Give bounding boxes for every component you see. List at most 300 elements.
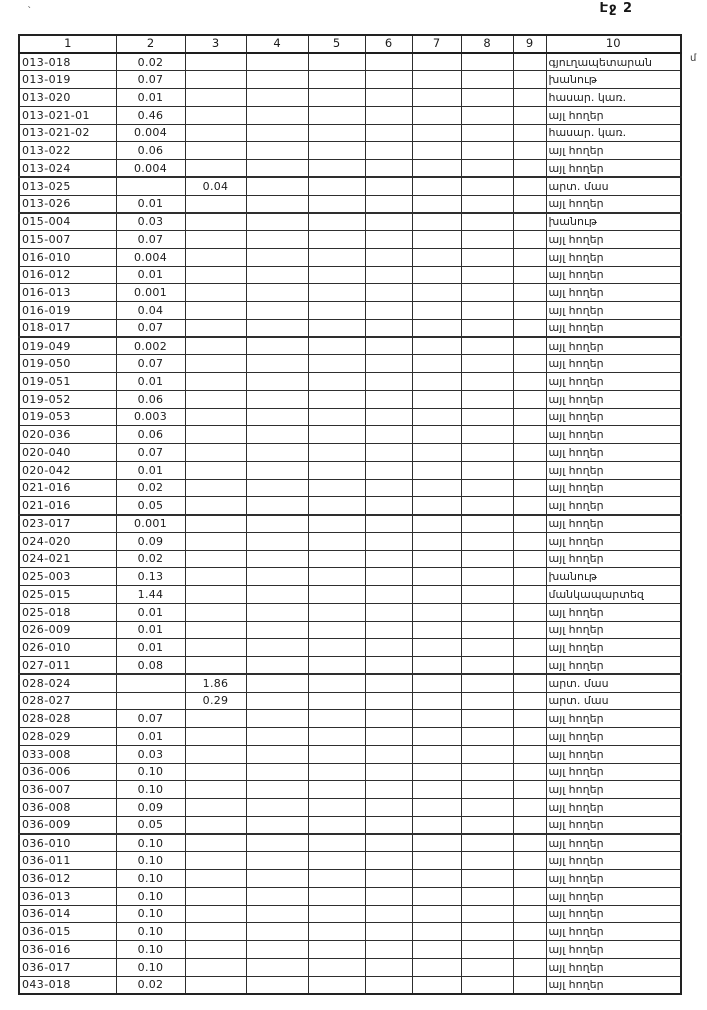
parcel-code-cell: 026-010 xyxy=(19,639,116,657)
table-row xyxy=(19,53,681,71)
col5-cell xyxy=(308,816,365,834)
land-use-cell: այլ հողեր xyxy=(546,231,681,249)
col4-cell xyxy=(246,710,308,728)
area-col2-cell: 0.10 xyxy=(116,852,185,870)
parcel-code-cell: 021-016 xyxy=(19,479,116,497)
column-header-5: 5 xyxy=(308,35,365,53)
table-row xyxy=(19,692,681,710)
col5-cell xyxy=(308,89,365,107)
col5-cell xyxy=(308,177,365,195)
area-col3-cell xyxy=(185,923,246,941)
area-col2-cell: 0.03 xyxy=(116,745,185,763)
table-row xyxy=(19,497,681,515)
col9-cell xyxy=(513,745,546,763)
col9-cell xyxy=(513,710,546,728)
table-row xyxy=(19,337,681,355)
col8-cell xyxy=(461,763,513,781)
col8-cell xyxy=(461,302,513,320)
table-row xyxy=(19,266,681,284)
col9-cell xyxy=(513,248,546,266)
col9-cell xyxy=(513,337,546,355)
area-col3-cell xyxy=(185,248,246,266)
area-col2-cell: 0.07 xyxy=(116,319,185,337)
col7-cell xyxy=(412,390,461,408)
col6-cell xyxy=(365,284,412,302)
col7-cell xyxy=(412,976,461,994)
parcel-code-cell: 013-025 xyxy=(19,177,116,195)
area-col3-cell xyxy=(185,941,246,959)
col5-cell xyxy=(308,213,365,231)
area-col2-cell: 0.10 xyxy=(116,958,185,976)
col6-cell xyxy=(365,71,412,89)
col8-cell xyxy=(461,745,513,763)
col4-cell xyxy=(246,816,308,834)
parcel-code-cell: 036-009 xyxy=(19,816,116,834)
land-use-cell: այլ հողեր xyxy=(546,763,681,781)
land-use-cell: այլ հողեր xyxy=(546,603,681,621)
col4-cell xyxy=(246,905,308,923)
area-col3-cell xyxy=(185,639,246,657)
land-use-cell: այլ հողեր xyxy=(546,426,681,444)
col8-cell xyxy=(461,568,513,586)
col8-cell xyxy=(461,408,513,426)
col9-cell xyxy=(513,124,546,142)
col6-cell xyxy=(365,195,412,213)
parcel-code-cell: 013-018 xyxy=(19,53,116,71)
col7-cell xyxy=(412,639,461,657)
col7-cell xyxy=(412,923,461,941)
col7-cell xyxy=(412,603,461,621)
table-row xyxy=(19,195,681,213)
col8-cell xyxy=(461,444,513,462)
col5-cell xyxy=(308,692,365,710)
col6-cell xyxy=(365,444,412,462)
column-header-6: 6 xyxy=(365,35,412,53)
table-row xyxy=(19,213,681,231)
col4-cell xyxy=(246,639,308,657)
land-use-cell: այլ հողեր xyxy=(546,266,681,284)
land-use-cell: այլ հողեր xyxy=(546,781,681,799)
col4-cell xyxy=(246,870,308,888)
col5-cell xyxy=(308,887,365,905)
col4-cell xyxy=(246,745,308,763)
table-row xyxy=(19,515,681,533)
col5-cell xyxy=(308,408,365,426)
table-row xyxy=(19,444,681,462)
col4-cell xyxy=(246,603,308,621)
col4-cell xyxy=(246,497,308,515)
col8-cell xyxy=(461,692,513,710)
area-col2-cell: 0.05 xyxy=(116,497,185,515)
table-row xyxy=(19,106,681,124)
table-row xyxy=(19,479,681,497)
land-use-cell: արտ. մաս xyxy=(546,674,681,692)
col9-cell xyxy=(513,834,546,852)
col7-cell xyxy=(412,941,461,959)
col9-cell xyxy=(513,728,546,746)
column-header-2: 2 xyxy=(116,35,185,53)
col9-cell xyxy=(513,674,546,692)
col9-cell xyxy=(513,390,546,408)
col7-cell xyxy=(412,444,461,462)
col8-cell xyxy=(461,89,513,107)
col9-cell xyxy=(513,586,546,604)
column-header-8: 8 xyxy=(461,35,513,53)
col4-cell xyxy=(246,657,308,675)
col7-cell xyxy=(412,302,461,320)
table-row xyxy=(19,621,681,639)
parcel-code-cell: 028-024 xyxy=(19,674,116,692)
parcel-code-cell: 036-016 xyxy=(19,941,116,959)
col6-cell xyxy=(365,923,412,941)
col6-cell xyxy=(365,337,412,355)
area-col2-cell: 0.002 xyxy=(116,337,185,355)
col8-cell xyxy=(461,852,513,870)
col6-cell xyxy=(365,958,412,976)
col7-cell xyxy=(412,710,461,728)
col6-cell xyxy=(365,728,412,746)
land-parcel-table xyxy=(18,34,682,995)
parcel-code-cell: 036-006 xyxy=(19,763,116,781)
area-col2-cell: 0.004 xyxy=(116,248,185,266)
col8-cell xyxy=(461,71,513,89)
area-col3-cell: 1.86 xyxy=(185,674,246,692)
col6-cell xyxy=(365,160,412,178)
table-row xyxy=(19,319,681,337)
column-header-10: 10 xyxy=(546,35,681,53)
parcel-code-cell: 021-016 xyxy=(19,497,116,515)
land-use-cell: խանութ xyxy=(546,568,681,586)
area-col3-cell xyxy=(185,603,246,621)
col4-cell xyxy=(246,355,308,373)
area-col2-cell: 0.09 xyxy=(116,532,185,550)
col6-cell xyxy=(365,124,412,142)
col6-cell xyxy=(365,177,412,195)
col8-cell xyxy=(461,177,513,195)
col8-cell xyxy=(461,284,513,302)
table-row xyxy=(19,568,681,586)
col8-cell xyxy=(461,834,513,852)
col9-cell xyxy=(513,568,546,586)
table-row xyxy=(19,710,681,728)
area-col2-cell xyxy=(116,177,185,195)
parcel-code-cell: 013-020 xyxy=(19,89,116,107)
col8-cell xyxy=(461,639,513,657)
area-col2-cell: 0.03 xyxy=(116,213,185,231)
land-use-cell: այլ հողեր xyxy=(546,195,681,213)
col4-cell xyxy=(246,248,308,266)
area-col2-cell: 0.02 xyxy=(116,976,185,994)
land-use-cell: այլ հողեր xyxy=(546,444,681,462)
margin-note: մ xyxy=(690,53,697,64)
col4-cell xyxy=(246,532,308,550)
col8-cell xyxy=(461,319,513,337)
col7-cell xyxy=(412,745,461,763)
col5-cell xyxy=(308,958,365,976)
land-use-cell: հասար. կառ. xyxy=(546,124,681,142)
table-row xyxy=(19,550,681,568)
land-use-cell: այլ հողեր xyxy=(546,976,681,994)
col7-cell xyxy=(412,497,461,515)
area-col3-cell xyxy=(185,266,246,284)
col9-cell xyxy=(513,53,546,71)
area-col2-cell: 0.07 xyxy=(116,710,185,728)
col6-cell xyxy=(365,248,412,266)
col6-cell xyxy=(365,692,412,710)
col6-cell xyxy=(365,941,412,959)
col7-cell xyxy=(412,586,461,604)
land-use-cell: այլ հողեր xyxy=(546,461,681,479)
parcel-code-cell: 043-018 xyxy=(19,976,116,994)
col4-cell xyxy=(246,515,308,533)
area-col3-cell xyxy=(185,319,246,337)
area-col3-cell xyxy=(185,390,246,408)
col7-cell xyxy=(412,852,461,870)
table-row xyxy=(19,532,681,550)
land-use-cell: այլ հողեր xyxy=(546,550,681,568)
table-row xyxy=(19,745,681,763)
col7-cell xyxy=(412,248,461,266)
land-use-cell: հասար. կառ. xyxy=(546,89,681,107)
col5-cell xyxy=(308,532,365,550)
area-col3-cell xyxy=(185,657,246,675)
col9-cell xyxy=(513,373,546,391)
area-col2-cell: 0.01 xyxy=(116,621,185,639)
parcel-code-cell: 025-003 xyxy=(19,568,116,586)
area-col3-cell: 0.04 xyxy=(185,177,246,195)
col7-cell xyxy=(412,674,461,692)
col4-cell xyxy=(246,834,308,852)
col9-cell xyxy=(513,355,546,373)
area-col2-cell: 0.08 xyxy=(116,657,185,675)
col8-cell xyxy=(461,958,513,976)
land-use-cell: այլ հողեր xyxy=(546,532,681,550)
parcel-code-cell: 036-010 xyxy=(19,834,116,852)
table-row xyxy=(19,799,681,817)
col5-cell xyxy=(308,852,365,870)
col8-cell xyxy=(461,905,513,923)
col7-cell xyxy=(412,870,461,888)
parcel-code-cell: 036-011 xyxy=(19,852,116,870)
land-use-cell: այլ հողեր xyxy=(546,284,681,302)
col8-cell xyxy=(461,603,513,621)
land-use-cell: այլ հողեր xyxy=(546,621,681,639)
area-col2-cell: 0.09 xyxy=(116,799,185,817)
col9-cell xyxy=(513,479,546,497)
col5-cell xyxy=(308,373,365,391)
parcel-code-cell: 013-019 xyxy=(19,71,116,89)
land-use-cell: այլ հողեր xyxy=(546,355,681,373)
col6-cell xyxy=(365,816,412,834)
col4-cell xyxy=(246,461,308,479)
table-row xyxy=(19,958,681,976)
land-use-cell: այլ հողեր xyxy=(546,710,681,728)
col7-cell xyxy=(412,266,461,284)
col7-cell xyxy=(412,408,461,426)
area-col3-cell xyxy=(185,799,246,817)
area-col3-cell xyxy=(185,337,246,355)
col6-cell xyxy=(365,319,412,337)
col7-cell xyxy=(412,337,461,355)
parcel-code-cell: 036-015 xyxy=(19,923,116,941)
land-use-cell: արտ. մաս xyxy=(546,177,681,195)
col9-cell xyxy=(513,887,546,905)
col7-cell xyxy=(412,71,461,89)
area-col3-cell xyxy=(185,710,246,728)
col9-cell xyxy=(513,905,546,923)
col5-cell xyxy=(308,728,365,746)
col6-cell xyxy=(365,905,412,923)
col8-cell xyxy=(461,586,513,604)
col7-cell xyxy=(412,621,461,639)
col8-cell xyxy=(461,976,513,994)
area-col3-cell xyxy=(185,284,246,302)
col6-cell xyxy=(365,870,412,888)
area-col3-cell xyxy=(185,106,246,124)
col8-cell xyxy=(461,337,513,355)
col6-cell xyxy=(365,53,412,71)
area-col3-cell xyxy=(185,497,246,515)
col9-cell xyxy=(513,266,546,284)
parcel-code-cell: 016-019 xyxy=(19,302,116,320)
col4-cell xyxy=(246,71,308,89)
col7-cell xyxy=(412,231,461,249)
col4-cell xyxy=(246,976,308,994)
col6-cell xyxy=(365,461,412,479)
col5-cell xyxy=(308,621,365,639)
col4-cell xyxy=(246,887,308,905)
table-row xyxy=(19,603,681,621)
col8-cell xyxy=(461,390,513,408)
col5-cell xyxy=(308,763,365,781)
col5-cell xyxy=(308,426,365,444)
col5-cell xyxy=(308,799,365,817)
col7-cell xyxy=(412,160,461,178)
col8-cell xyxy=(461,53,513,71)
area-col2-cell: 0.003 xyxy=(116,408,185,426)
scan-speck-mark: ՝ xyxy=(28,6,31,17)
col8-cell xyxy=(461,195,513,213)
col8-cell xyxy=(461,887,513,905)
col7-cell xyxy=(412,177,461,195)
col8-cell xyxy=(461,426,513,444)
col9-cell xyxy=(513,177,546,195)
col9-cell xyxy=(513,958,546,976)
col9-cell xyxy=(513,497,546,515)
col5-cell xyxy=(308,124,365,142)
land-use-cell: այլ հողեր xyxy=(546,106,681,124)
land-use-cell: այլ հողեր xyxy=(546,408,681,426)
col5-cell xyxy=(308,195,365,213)
col8-cell xyxy=(461,479,513,497)
col8-cell xyxy=(461,106,513,124)
col5-cell xyxy=(308,905,365,923)
col8-cell xyxy=(461,231,513,249)
land-use-cell: այլ հողեր xyxy=(546,497,681,515)
col6-cell xyxy=(365,763,412,781)
parcel-code-cell: 019-053 xyxy=(19,408,116,426)
col5-cell xyxy=(308,497,365,515)
col5-cell xyxy=(308,53,365,71)
area-col2-cell: 0.02 xyxy=(116,53,185,71)
area-col2-cell: 1.44 xyxy=(116,586,185,604)
col6-cell xyxy=(365,266,412,284)
col8-cell xyxy=(461,657,513,675)
col9-cell xyxy=(513,657,546,675)
parcel-code-cell: 036-007 xyxy=(19,781,116,799)
table-row xyxy=(19,302,681,320)
parcel-code-cell: 036-014 xyxy=(19,905,116,923)
col5-cell xyxy=(308,337,365,355)
area-col3-cell xyxy=(185,976,246,994)
col4-cell xyxy=(246,231,308,249)
table-row xyxy=(19,426,681,444)
col7-cell xyxy=(412,89,461,107)
column-header-4: 4 xyxy=(246,35,308,53)
area-col3-cell xyxy=(185,426,246,444)
col8-cell xyxy=(461,710,513,728)
col4-cell xyxy=(246,319,308,337)
col8-cell xyxy=(461,621,513,639)
col6-cell xyxy=(365,479,412,497)
col4-cell xyxy=(246,89,308,107)
land-use-cell: այլ հողեր xyxy=(546,728,681,746)
area-col2-cell: 0.06 xyxy=(116,426,185,444)
area-col3-cell xyxy=(185,852,246,870)
col7-cell xyxy=(412,905,461,923)
col6-cell xyxy=(365,532,412,550)
col7-cell xyxy=(412,728,461,746)
col8-cell xyxy=(461,515,513,533)
column-header-3: 3 xyxy=(185,35,246,53)
area-col2-cell: 0.05 xyxy=(116,816,185,834)
col7-cell xyxy=(412,834,461,852)
table-row xyxy=(19,124,681,142)
col8-cell xyxy=(461,532,513,550)
area-col2-cell: 0.004 xyxy=(116,160,185,178)
parcel-code-cell: 013-021-01 xyxy=(19,106,116,124)
table-row xyxy=(19,373,681,391)
col5-cell xyxy=(308,674,365,692)
land-use-cell: այլ հողեր xyxy=(546,302,681,320)
area-col3-cell xyxy=(185,870,246,888)
col6-cell xyxy=(365,852,412,870)
col8-cell xyxy=(461,266,513,284)
col5-cell xyxy=(308,834,365,852)
col6-cell xyxy=(365,710,412,728)
table-row xyxy=(19,763,681,781)
parcel-code-cell: 020-040 xyxy=(19,444,116,462)
col5-cell xyxy=(308,515,365,533)
col9-cell xyxy=(513,621,546,639)
land-use-cell: այլ հողեր xyxy=(546,799,681,817)
col6-cell xyxy=(365,568,412,586)
area-col3-cell xyxy=(185,373,246,391)
land-use-cell: այլ հողեր xyxy=(546,887,681,905)
col6-cell xyxy=(365,142,412,160)
col9-cell xyxy=(513,763,546,781)
area-col2-cell: 0.10 xyxy=(116,887,185,905)
table-row xyxy=(19,887,681,905)
col4-cell xyxy=(246,213,308,231)
area-col3-cell xyxy=(185,89,246,107)
col8-cell xyxy=(461,373,513,391)
parcel-code-cell: 025-018 xyxy=(19,603,116,621)
parcel-code-cell: 013-024 xyxy=(19,160,116,178)
col4-cell xyxy=(246,941,308,959)
col7-cell xyxy=(412,958,461,976)
col4-cell xyxy=(246,479,308,497)
